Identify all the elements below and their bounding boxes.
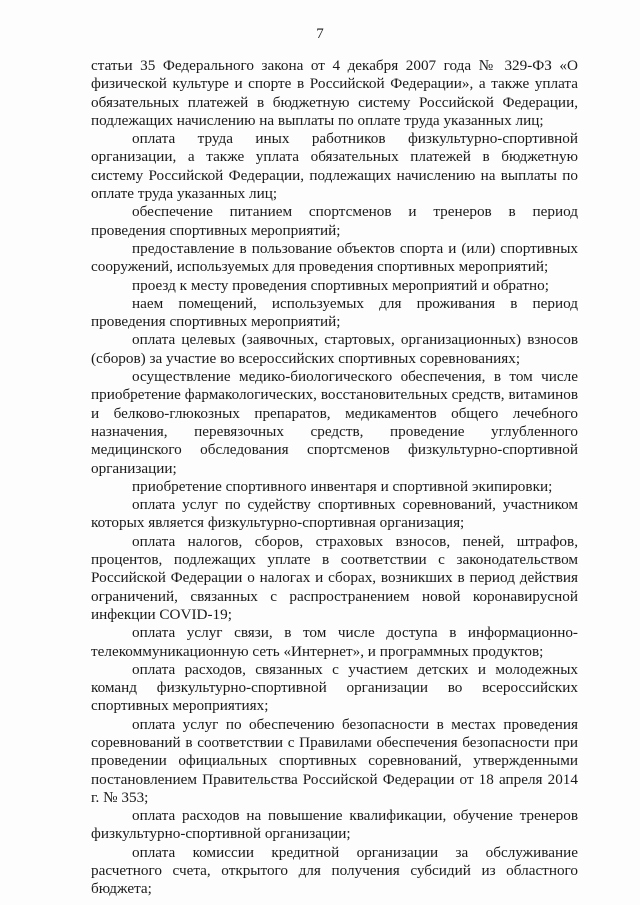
list-item-food: обеспечение питанием спортсменов и тренеров в период проведения спортивных мероприятий; (91, 203, 578, 239)
list-item-youth-teams: оплата расходов, связанных с участием детских и молодежных команд физкультурно-спортивной организации во всероссийских спортивных мероприятиях; (91, 660, 578, 715)
list-item-sport-facilities: предоставление в пользование объектов спорта и (или) спортивных сооружений, используемых для проведения спортивных мероприятий; (91, 239, 578, 276)
list-item-medical: осуществление медико-биологического обеспечения, в том числе приобретение фармакологических, восстановительных средств, витаминов и белково-глюкозных препаратов, медикаментов общего лечебного назначения, перевязочных средств, проведение углубленного медицинского обследования спортсменов физкультурно-спортивной организации; (91, 368, 578, 477)
list-item-security: оплата услуг по обеспечению безопасности в местах проведения соревнований в соответствии с Правилами обеспечения безопасности при проведении официальных спортивных соревнований, утвержденными постановлением Правительства Российской Федерации от 18 апреля 2014 г. № 353; (91, 715, 578, 806)
paragraph-continuation: статьи 35 Федерального закона от 4 декабря 2007 года № 329-ФЗ «О физической культуре и спорте в Российской Федерации», а также уплата обязательных платежей в бюджетную систему Российской Федерации, подлежащих начислению на выплаты по оплате труда указанных лиц; (91, 57, 578, 129)
list-item-accommodation: наем помещений, используемых для проживания в период проведения спортивных мероприятий; (91, 294, 578, 331)
document-body (91, 57, 578, 899)
list-item-training: оплата расходов на повышение квалификации, обучение тренеров физкультурно-спортивной организации; (91, 807, 578, 843)
list-item-taxes: оплата налогов, сборов, страховых взносов, пеней, штрафов, процентов, подлежащих уплате в соответствии с законодательством Российской Федерации о налогах и сборах, возникших в период действия ограничений, связанных с распространением новой коронавирусной инфекции COVID-19; (91, 532, 578, 623)
list-item-travel: проезд к месту проведения спортивных мероприятий и обратно; (132, 276, 549, 294)
list-item-other-staff-pay: оплата труда иных работников физкультурно-спортивной организации, а также уплата обязательных платежей в бюджетную систему Российской Федерации, подлежащих начислению на выплаты по оплате труда указанных лиц; (91, 130, 578, 203)
page-number: 7 (316, 26, 324, 42)
list-item-communications: оплата услуг связи, в том числе доступа в информационно-телекоммуникационную сеть «Интернет», и программных продуктов; (91, 624, 578, 660)
list-item-bank-commission: оплата комиссии кредитной организации за обслуживание расчетного счета, открытого для получения субсидий из областного бюджета; (91, 843, 578, 898)
list-item-equipment: приобретение спортивного инвентаря и спортивной экипировки; (132, 477, 553, 495)
list-item-entry-fees: оплата целевых (заявочных, стартовых, организационных) взносов (сборов) за участие во всероссийских спортивных соревнованиях; (91, 331, 578, 367)
list-item-refereeing: оплата услуг по судейству спортивных соревнований, участником которых является физкультурно-спортивная организация; (91, 496, 578, 532)
